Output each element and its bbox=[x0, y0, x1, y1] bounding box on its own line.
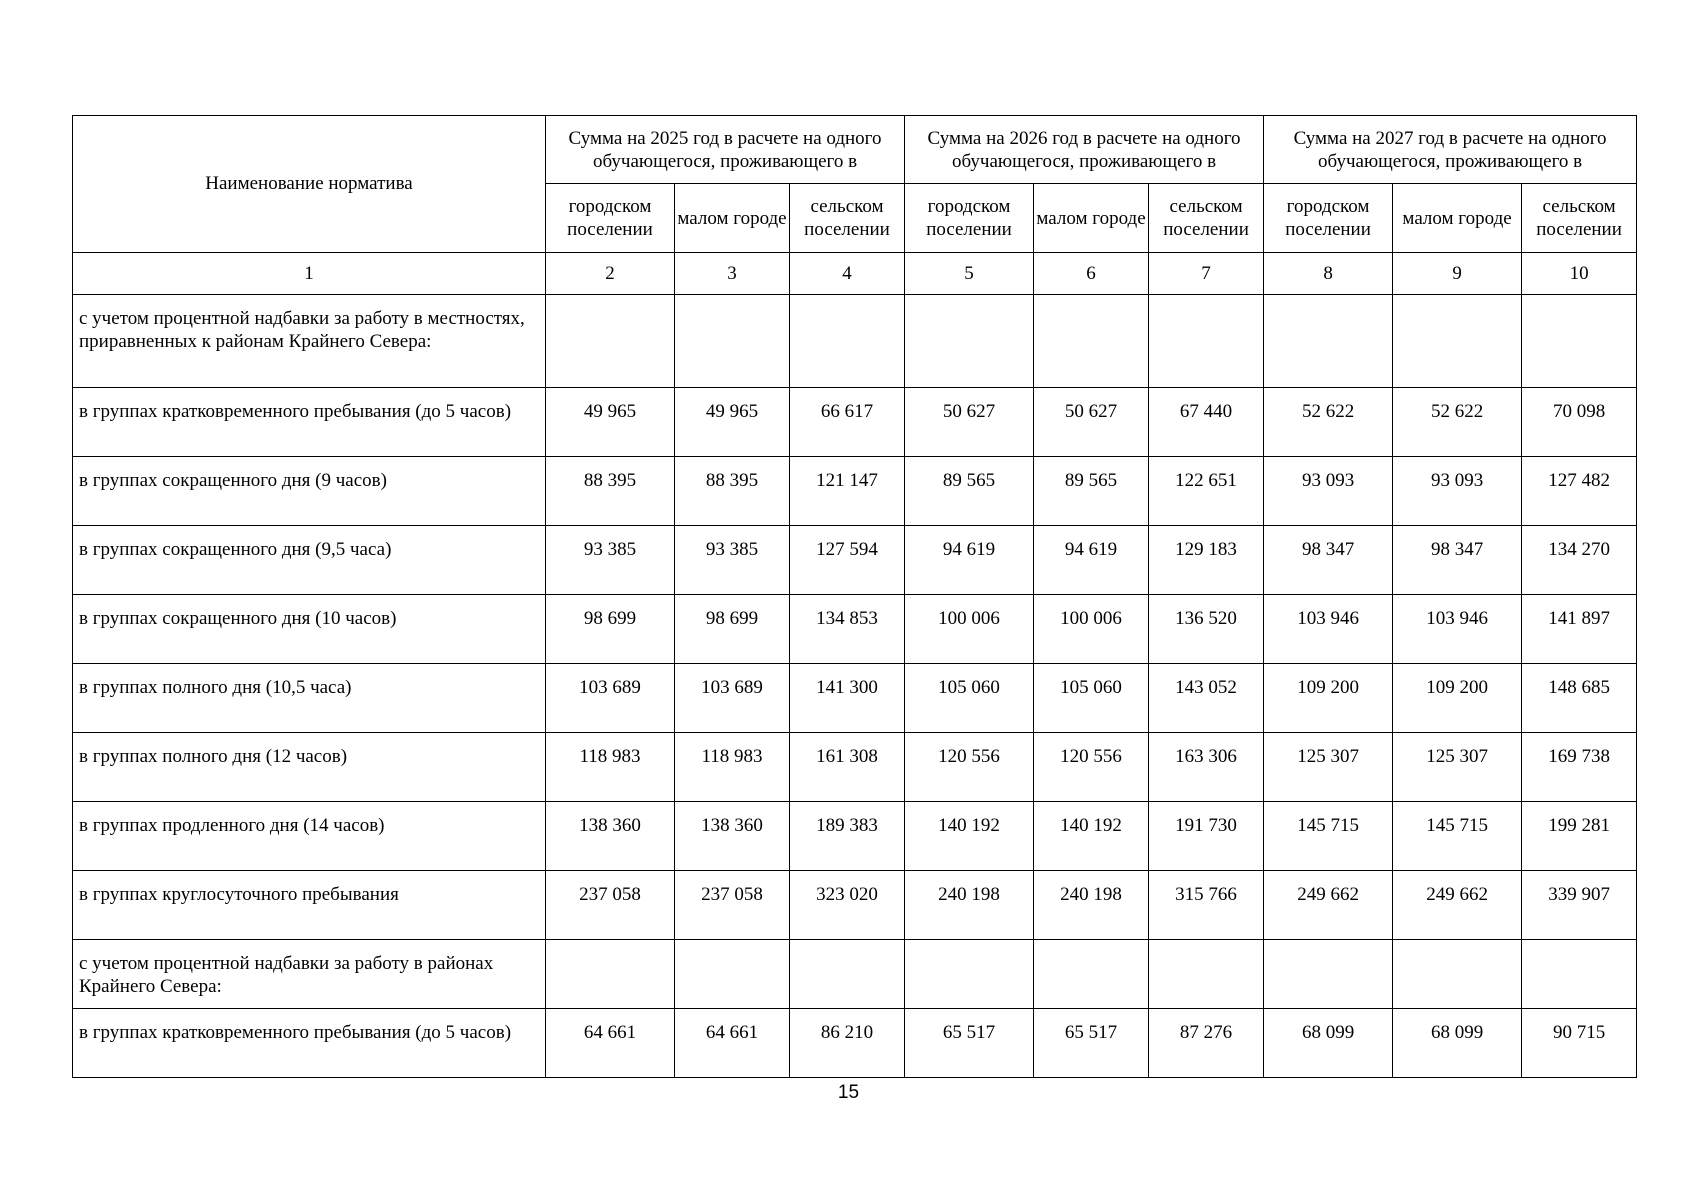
value-cell: 109 200 bbox=[1393, 664, 1522, 733]
value-cell: 93 385 bbox=[675, 526, 790, 595]
value-cell: 98 699 bbox=[546, 595, 675, 664]
value-cell: 249 662 bbox=[1264, 871, 1393, 940]
header-year-2027: Сумма на 2027 год в расчете на одного обучающегося, проживающего в bbox=[1264, 116, 1637, 184]
value-cell: 143 052 bbox=[1149, 664, 1264, 733]
value-cell: 240 198 bbox=[1034, 871, 1149, 940]
value-cell: 100 006 bbox=[905, 595, 1034, 664]
value-cell bbox=[1393, 940, 1522, 1009]
value-cell: 125 307 bbox=[1264, 733, 1393, 802]
value-cell: 140 192 bbox=[905, 802, 1034, 871]
value-cell: 323 020 bbox=[790, 871, 905, 940]
value-cell: 90 715 bbox=[1522, 1009, 1637, 1078]
value-cell bbox=[675, 295, 790, 388]
value-cell: 100 006 bbox=[1034, 595, 1149, 664]
value-cell: 240 198 bbox=[905, 871, 1034, 940]
row-label: в группах продленного дня (14 часов) bbox=[73, 802, 546, 871]
value-cell: 120 556 bbox=[1034, 733, 1149, 802]
value-cell: 134 270 bbox=[1522, 526, 1637, 595]
column-number: 4 bbox=[790, 253, 905, 295]
value-cell: 136 520 bbox=[1149, 595, 1264, 664]
value-cell: 93 093 bbox=[1393, 457, 1522, 526]
header-row-years bbox=[73, 116, 1637, 184]
value-cell: 64 661 bbox=[675, 1009, 790, 1078]
value-cell: 191 730 bbox=[1149, 802, 1264, 871]
value-cell: 125 307 bbox=[1393, 733, 1522, 802]
value-cell: 68 099 bbox=[1393, 1009, 1522, 1078]
value-cell: 88 395 bbox=[546, 457, 675, 526]
row-label: в группах круглосуточного пребывания bbox=[73, 871, 546, 940]
value-cell: 163 306 bbox=[1149, 733, 1264, 802]
header-rural: сельском поселении bbox=[1522, 184, 1637, 253]
value-cell: 129 183 bbox=[1149, 526, 1264, 595]
header-rural: сельском поселении bbox=[1149, 184, 1264, 253]
header-urban: городском поселении bbox=[905, 184, 1034, 253]
column-number: 10 bbox=[1522, 253, 1637, 295]
table-row bbox=[73, 457, 1637, 526]
value-cell: 89 565 bbox=[905, 457, 1034, 526]
value-cell: 89 565 bbox=[1034, 457, 1149, 526]
value-cell: 189 383 bbox=[790, 802, 905, 871]
header-name-cell: Наименование норматива bbox=[73, 116, 546, 253]
value-cell: 134 853 bbox=[790, 595, 905, 664]
value-cell: 103 689 bbox=[675, 664, 790, 733]
value-cell: 50 627 bbox=[905, 388, 1034, 457]
value-cell: 237 058 bbox=[546, 871, 675, 940]
normative-table bbox=[72, 115, 1637, 1078]
table-row bbox=[73, 733, 1637, 802]
value-cell: 339 907 bbox=[1522, 871, 1637, 940]
table-body bbox=[73, 295, 1637, 1078]
value-cell: 50 627 bbox=[1034, 388, 1149, 457]
value-cell bbox=[1034, 295, 1149, 388]
value-cell bbox=[905, 295, 1034, 388]
value-cell: 120 556 bbox=[905, 733, 1034, 802]
value-cell: 105 060 bbox=[1034, 664, 1149, 733]
table-row bbox=[73, 940, 1637, 1009]
value-cell: 49 965 bbox=[546, 388, 675, 457]
column-number: 8 bbox=[1264, 253, 1393, 295]
value-cell: 141 897 bbox=[1522, 595, 1637, 664]
value-cell: 65 517 bbox=[1034, 1009, 1149, 1078]
value-cell: 88 395 bbox=[675, 457, 790, 526]
value-cell: 145 715 bbox=[1393, 802, 1522, 871]
value-cell: 109 200 bbox=[1264, 664, 1393, 733]
value-cell: 161 308 bbox=[790, 733, 905, 802]
value-cell: 138 360 bbox=[675, 802, 790, 871]
value-cell: 103 946 bbox=[1264, 595, 1393, 664]
value-cell: 127 482 bbox=[1522, 457, 1637, 526]
value-cell: 118 983 bbox=[546, 733, 675, 802]
value-cell: 86 210 bbox=[790, 1009, 905, 1078]
column-number: 1 bbox=[73, 253, 546, 295]
header-year-2026: Сумма на 2026 год в расчете на одного обучающегося, проживающего в bbox=[905, 116, 1264, 184]
header-rural: сельском поселении bbox=[790, 184, 905, 253]
value-cell bbox=[1264, 295, 1393, 388]
value-cell bbox=[790, 295, 905, 388]
value-cell bbox=[1393, 295, 1522, 388]
value-cell bbox=[1264, 940, 1393, 1009]
value-cell: 105 060 bbox=[905, 664, 1034, 733]
value-cell: 67 440 bbox=[1149, 388, 1264, 457]
value-cell bbox=[790, 940, 905, 1009]
value-cell bbox=[1149, 295, 1264, 388]
column-number: 5 bbox=[905, 253, 1034, 295]
value-cell: 49 965 bbox=[675, 388, 790, 457]
table-row bbox=[73, 664, 1637, 733]
value-cell: 145 715 bbox=[1264, 802, 1393, 871]
value-cell: 64 661 bbox=[546, 1009, 675, 1078]
header-urban: городском поселении bbox=[1264, 184, 1393, 253]
value-cell bbox=[1149, 940, 1264, 1009]
row-label: в группах сокращенного дня (10 часов) bbox=[73, 595, 546, 664]
value-cell: 237 058 bbox=[675, 871, 790, 940]
value-cell bbox=[546, 295, 675, 388]
value-cell: 93 093 bbox=[1264, 457, 1393, 526]
row-label: с учетом процентной надбавки за работу в районах Крайнего Севера: bbox=[73, 940, 546, 1009]
column-number: 2 bbox=[546, 253, 675, 295]
table-row bbox=[73, 802, 1637, 871]
value-cell: 249 662 bbox=[1393, 871, 1522, 940]
header-year-2025: Сумма на 2025 год в расчете на одного обучающегося, проживающего в bbox=[546, 116, 905, 184]
column-number: 6 bbox=[1034, 253, 1149, 295]
row-label: в группах кратковременного пребывания (до 5 часов) bbox=[73, 1009, 546, 1078]
value-cell: 315 766 bbox=[1149, 871, 1264, 940]
value-cell bbox=[1522, 940, 1637, 1009]
value-cell: 87 276 bbox=[1149, 1009, 1264, 1078]
header-small-town: малом городе bbox=[675, 184, 790, 253]
value-cell: 121 147 bbox=[790, 457, 905, 526]
value-cell: 141 300 bbox=[790, 664, 905, 733]
value-cell bbox=[1522, 295, 1637, 388]
table-row bbox=[73, 295, 1637, 388]
table-row bbox=[73, 871, 1637, 940]
value-cell: 94 619 bbox=[1034, 526, 1149, 595]
row-label: с учетом процентной надбавки за работу в местностях, приравненных к районам Крайнего Севера: bbox=[73, 295, 546, 388]
row-label: в группах полного дня (10,5 часа) bbox=[73, 664, 546, 733]
value-cell: 103 946 bbox=[1393, 595, 1522, 664]
table-row bbox=[73, 1009, 1637, 1078]
value-cell: 65 517 bbox=[905, 1009, 1034, 1078]
header-small-town: малом городе bbox=[1034, 184, 1149, 253]
header-urban: городском поселении bbox=[546, 184, 675, 253]
value-cell: 169 738 bbox=[1522, 733, 1637, 802]
value-cell: 148 685 bbox=[1522, 664, 1637, 733]
value-cell: 52 622 bbox=[1393, 388, 1522, 457]
header-small-town: малом городе bbox=[1393, 184, 1522, 253]
table-row bbox=[73, 595, 1637, 664]
row-label: в группах сокращенного дня (9,5 часа) bbox=[73, 526, 546, 595]
value-cell: 68 099 bbox=[1264, 1009, 1393, 1078]
column-number: 3 bbox=[675, 253, 790, 295]
row-label: в группах кратковременного пребывания (до 5 часов) bbox=[73, 388, 546, 457]
column-number: 9 bbox=[1393, 253, 1522, 295]
column-number: 7 bbox=[1149, 253, 1264, 295]
value-cell: 93 385 bbox=[546, 526, 675, 595]
value-cell: 52 622 bbox=[1264, 388, 1393, 457]
value-cell: 70 098 bbox=[1522, 388, 1637, 457]
value-cell: 118 983 bbox=[675, 733, 790, 802]
value-cell: 98 347 bbox=[1393, 526, 1522, 595]
value-cell: 94 619 bbox=[905, 526, 1034, 595]
value-cell: 66 617 bbox=[790, 388, 905, 457]
value-cell: 98 347 bbox=[1264, 526, 1393, 595]
value-cell bbox=[905, 940, 1034, 1009]
value-cell: 103 689 bbox=[546, 664, 675, 733]
page-number: 15 bbox=[837, 1082, 860, 1103]
row-label: в группах сокращенного дня (9 часов) bbox=[73, 457, 546, 526]
value-cell: 122 651 bbox=[1149, 457, 1264, 526]
value-cell: 98 699 bbox=[675, 595, 790, 664]
value-cell: 127 594 bbox=[790, 526, 905, 595]
value-cell bbox=[1034, 940, 1149, 1009]
value-cell bbox=[675, 940, 790, 1009]
value-cell: 140 192 bbox=[1034, 802, 1149, 871]
row-label: в группах полного дня (12 часов) bbox=[73, 733, 546, 802]
column-numbers-row bbox=[73, 253, 1637, 295]
value-cell bbox=[546, 940, 675, 1009]
value-cell: 199 281 bbox=[1522, 802, 1637, 871]
value-cell: 138 360 bbox=[546, 802, 675, 871]
table-row bbox=[73, 388, 1637, 457]
table-row bbox=[73, 526, 1637, 595]
